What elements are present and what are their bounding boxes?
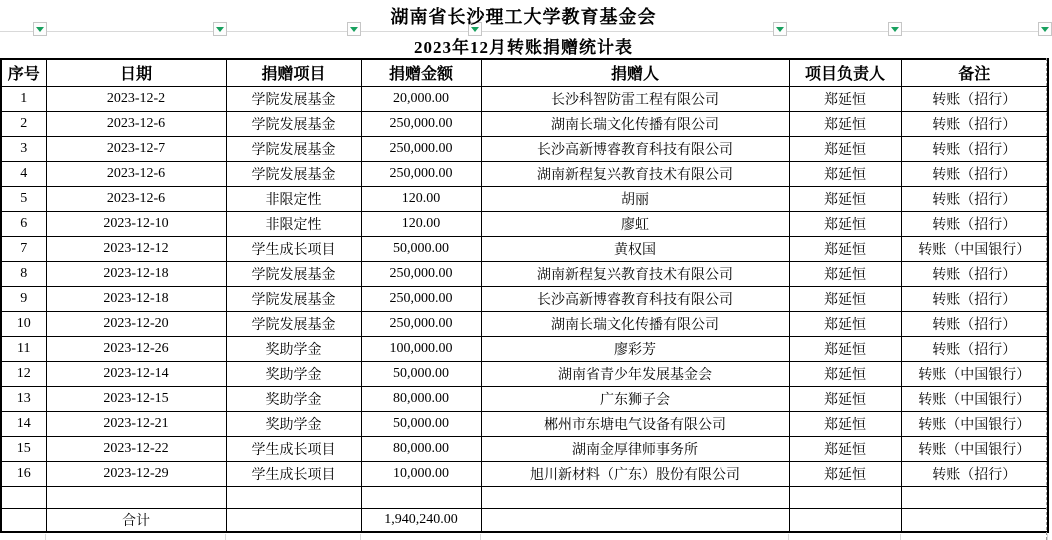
cell[interactable]: 12 xyxy=(1,361,46,386)
cell[interactable]: 转账（招行） xyxy=(901,161,1048,186)
table-row-2 xyxy=(1,136,1048,161)
table-row-4 xyxy=(1,186,1048,211)
cell[interactable] xyxy=(226,486,361,508)
cell[interactable] xyxy=(481,508,789,532)
cell[interactable]: 2023-12-14 xyxy=(46,361,226,386)
cell[interactable]: 120.00 xyxy=(361,186,481,211)
cell[interactable]: 250,000.00 xyxy=(361,136,481,161)
cell[interactable] xyxy=(901,508,1048,532)
cell[interactable] xyxy=(46,486,226,508)
cell[interactable]: 学院发展基金 xyxy=(226,86,361,111)
cell[interactable] xyxy=(901,486,1048,508)
column-header-2[interactable]: 捐赠项目 xyxy=(226,59,361,86)
cell[interactable]: 长沙高新博睿教育科技有限公司 xyxy=(481,136,789,161)
table-row-0 xyxy=(1,86,1048,111)
table-header-row xyxy=(1,59,1048,86)
cell[interactable]: 转账（招行） xyxy=(901,136,1048,161)
cell[interactable]: 2023-12-2 xyxy=(46,86,226,111)
cell[interactable]: 16 xyxy=(1,461,46,486)
cell[interactable]: 2023-12-7 xyxy=(46,136,226,161)
column-header-4[interactable]: 捐赠人 xyxy=(481,59,789,86)
cell[interactable]: 郑延恒 xyxy=(789,261,901,286)
column-header-5[interactable]: 项目负责人 xyxy=(789,59,901,86)
cell[interactable]: 学院发展基金 xyxy=(226,261,361,286)
cell[interactable]: 湖南省青少年发展基金会 xyxy=(481,361,789,386)
empty-row xyxy=(1,486,1048,508)
total-row xyxy=(1,508,1048,532)
cell[interactable]: 11 xyxy=(1,336,46,361)
cell[interactable]: 转账（招行） xyxy=(901,261,1048,286)
cell[interactable]: 郑延恒 xyxy=(789,386,901,411)
cell[interactable]: 郑延恒 xyxy=(789,461,901,486)
cell[interactable]: 80,000.00 xyxy=(361,386,481,411)
cell[interactable] xyxy=(789,508,901,532)
cell[interactable]: 2023-12-10 xyxy=(46,211,226,236)
cell[interactable]: 郑延恒 xyxy=(789,336,901,361)
column-gridline xyxy=(900,534,901,540)
cell[interactable]: 50,000.00 xyxy=(361,236,481,261)
cell[interactable]: 郑延恒 xyxy=(789,136,901,161)
cell[interactable] xyxy=(226,508,361,532)
table-row-15 xyxy=(1,461,1048,486)
cell[interactable]: 6 xyxy=(1,211,46,236)
cell[interactable]: 2023-12-20 xyxy=(46,311,226,336)
cell[interactable]: 湖南长瑞文化传播有限公司 xyxy=(481,111,789,136)
cell[interactable]: 转账（招行） xyxy=(901,336,1048,361)
cell[interactable]: 2023-12-18 xyxy=(46,261,226,286)
cell[interactable]: 学院发展基金 xyxy=(226,161,361,186)
cell[interactable]: 郑延恒 xyxy=(789,236,901,261)
cell[interactable]: 郑延恒 xyxy=(789,161,901,186)
cell[interactable]: 80,000.00 xyxy=(361,436,481,461)
cell[interactable]: 奖助学金 xyxy=(226,361,361,386)
cell[interactable]: 廖虹 xyxy=(481,211,789,236)
table-row-11 xyxy=(1,361,1048,386)
cell[interactable]: 2023-12-6 xyxy=(46,161,226,186)
cell[interactable]: 旭川新材料（广东）股份有限公司 xyxy=(481,461,789,486)
column-gridline xyxy=(360,534,361,540)
cell[interactable] xyxy=(481,486,789,508)
cell[interactable]: 转账（招行） xyxy=(901,211,1048,236)
column-header-6[interactable]: 备注 xyxy=(901,59,1048,86)
cell[interactable]: 转账（招行） xyxy=(901,86,1048,111)
column-gridline xyxy=(225,534,226,540)
cell[interactable]: 10,000.00 xyxy=(361,461,481,486)
cell[interactable]: 100,000.00 xyxy=(361,336,481,361)
cell[interactable]: 奖助学金 xyxy=(226,336,361,361)
cell[interactable]: 郑延恒 xyxy=(789,286,901,311)
cell[interactable]: 长沙高新博睿教育科技有限公司 xyxy=(481,286,789,311)
cell[interactable]: 学生成长项目 xyxy=(226,436,361,461)
cell[interactable]: 学院发展基金 xyxy=(226,111,361,136)
cell[interactable]: 2023-12-6 xyxy=(46,111,226,136)
sheet-subtitle: 2023年12月转账捐赠统计表 xyxy=(414,37,633,57)
cell[interactable]: 2023-12-21 xyxy=(46,411,226,436)
cell[interactable]: 郑延恒 xyxy=(789,411,901,436)
column-header-1[interactable]: 日期 xyxy=(46,59,226,86)
column-gridline xyxy=(480,534,481,540)
cell[interactable]: 湖南金厚律师事务所 xyxy=(481,436,789,461)
cell[interactable]: 郑延恒 xyxy=(789,111,901,136)
cell[interactable]: 10 xyxy=(1,311,46,336)
cell[interactable]: 1,940,240.00 xyxy=(361,508,481,532)
cell[interactable]: 4 xyxy=(1,161,46,186)
cell[interactable]: 转账（中国银行） xyxy=(901,386,1048,411)
column-gridline xyxy=(45,534,46,540)
cell[interactable]: 非限定性 xyxy=(226,186,361,211)
cell[interactable]: 郑延恒 xyxy=(789,186,901,211)
page-break-line xyxy=(1046,58,1047,540)
cell[interactable]: 学生成长项目 xyxy=(226,461,361,486)
cell[interactable]: 转账（中国银行） xyxy=(901,361,1048,386)
column-header-3[interactable]: 捐赠金额 xyxy=(361,59,481,86)
column-header-0[interactable]: 序号 xyxy=(1,59,46,86)
cell[interactable]: 2 xyxy=(1,111,46,136)
cell[interactable]: 5 xyxy=(1,186,46,211)
table-row-14 xyxy=(1,436,1048,461)
cell[interactable]: 2023-12-15 xyxy=(46,386,226,411)
cell[interactable]: 转账（招行） xyxy=(901,311,1048,336)
table-row-12 xyxy=(1,386,1048,411)
cell[interactable]: 14 xyxy=(1,411,46,436)
cell[interactable]: 2023-12-26 xyxy=(46,336,226,361)
cell[interactable]: 250,000.00 xyxy=(361,311,481,336)
cell[interactable]: 转账（招行） xyxy=(901,111,1048,136)
cell[interactable]: 长沙科智防雷工程有限公司 xyxy=(481,86,789,111)
cell[interactable]: 250,000.00 xyxy=(361,111,481,136)
table-row-9 xyxy=(1,311,1048,336)
cell[interactable]: 广东狮子会 xyxy=(481,386,789,411)
cell[interactable]: 8 xyxy=(1,261,46,286)
cell[interactable]: 合计 xyxy=(46,508,226,532)
cell[interactable]: 50,000.00 xyxy=(361,411,481,436)
cell[interactable]: 15 xyxy=(1,436,46,461)
cell[interactable]: 2023-12-18 xyxy=(46,286,226,311)
sheet-title: 湖南省长沙理工大学教育基金会 xyxy=(390,7,657,27)
table-row-8 xyxy=(1,286,1048,311)
table-row-13 xyxy=(1,411,1048,436)
table-row-6 xyxy=(1,236,1048,261)
cell[interactable]: 郑延恒 xyxy=(789,311,901,336)
table-row-7 xyxy=(1,261,1048,286)
cell[interactable]: 2023-12-29 xyxy=(46,461,226,486)
cell[interactable]: 奖助学金 xyxy=(226,386,361,411)
cell[interactable]: 250,000.00 xyxy=(361,261,481,286)
cell[interactable] xyxy=(1,486,46,508)
cell[interactable]: 2023-12-6 xyxy=(46,186,226,211)
cell[interactable]: 转账（招行） xyxy=(901,286,1048,311)
table-row-5 xyxy=(1,211,1048,236)
cell[interactable]: 1 xyxy=(1,86,46,111)
table-row-3 xyxy=(1,161,1048,186)
cell[interactable]: 转账（中国银行） xyxy=(901,411,1048,436)
cell[interactable]: 郑延恒 xyxy=(789,436,901,461)
cell[interactable]: 学生成长项目 xyxy=(226,236,361,261)
cell[interactable]: 廖彩芳 xyxy=(481,336,789,361)
cell[interactable]: 学院发展基金 xyxy=(226,311,361,336)
table-row-1 xyxy=(1,111,1048,136)
cell[interactable]: 非限定性 xyxy=(226,211,361,236)
cell[interactable] xyxy=(361,486,481,508)
cell[interactable]: 转账（中国银行） xyxy=(901,236,1048,261)
cell[interactable]: 2023-12-12 xyxy=(46,236,226,261)
cell[interactable]: 奖助学金 xyxy=(226,411,361,436)
column-gridline xyxy=(788,534,789,540)
cell[interactable]: 郴州市东塘电气设备有限公司 xyxy=(481,411,789,436)
cell[interactable]: 转账（中国银行） xyxy=(901,436,1048,461)
cell[interactable]: 转账（招行） xyxy=(901,186,1048,211)
cell[interactable]: 7 xyxy=(1,236,46,261)
table-row-10 xyxy=(1,336,1048,361)
cell[interactable]: 3 xyxy=(1,136,46,161)
cell[interactable]: 2023-12-22 xyxy=(46,436,226,461)
cell[interactable]: 学院发展基金 xyxy=(226,136,361,161)
cell[interactable]: 转账（招行） xyxy=(901,461,1048,486)
cell[interactable]: 郑延恒 xyxy=(789,361,901,386)
cell[interactable]: 湖南新程复兴教育技术有限公司 xyxy=(481,261,789,286)
cell[interactable]: 20,000.00 xyxy=(361,86,481,111)
cell[interactable]: 学院发展基金 xyxy=(226,286,361,311)
cell[interactable]: 50,000.00 xyxy=(361,361,481,386)
column-gridline xyxy=(1047,534,1048,540)
donation-table xyxy=(0,58,1049,533)
cell[interactable]: 郑延恒 xyxy=(789,86,901,111)
cell[interactable]: 13 xyxy=(1,386,46,411)
cell[interactable]: 黄权国 xyxy=(481,236,789,261)
cell[interactable]: 湖南新程复兴教育技术有限公司 xyxy=(481,161,789,186)
cell[interactable] xyxy=(789,486,901,508)
cell[interactable] xyxy=(1,508,46,532)
cell[interactable]: 胡丽 xyxy=(481,186,789,211)
cell[interactable]: 250,000.00 xyxy=(361,286,481,311)
cell[interactable]: 郑延恒 xyxy=(789,211,901,236)
cell[interactable]: 120.00 xyxy=(361,211,481,236)
cell[interactable]: 湖南长瑞文化传播有限公司 xyxy=(481,311,789,336)
cell[interactable]: 250,000.00 xyxy=(361,161,481,186)
cell[interactable]: 9 xyxy=(1,286,46,311)
